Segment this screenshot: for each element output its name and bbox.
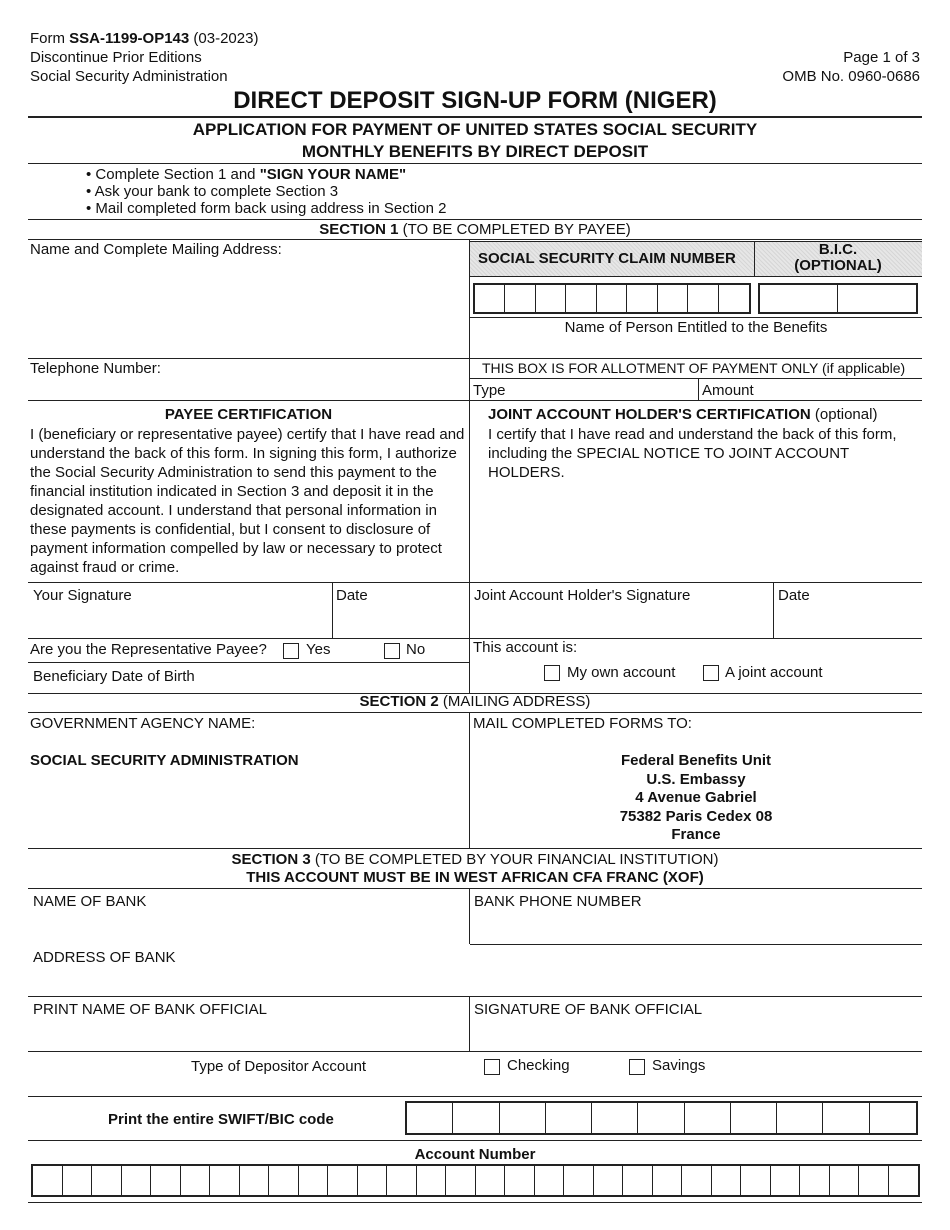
bank-address-field[interactable] — [30, 968, 919, 994]
address-line: Federal Benefits Unit — [620, 752, 772, 769]
agency-name: Social Security Administration — [30, 68, 228, 85]
account-digit-box[interactable] — [92, 1166, 122, 1195]
your-signature-field[interactable] — [30, 605, 330, 635]
account-digit-box[interactable] — [122, 1166, 152, 1195]
type-label: Type — [473, 382, 506, 399]
account-digit-box[interactable] — [240, 1166, 270, 1195]
gov-agency-label: GOVERNMENT AGENCY NAME: — [30, 715, 256, 732]
bank-phone-field[interactable] — [474, 912, 919, 942]
bic-box[interactable] — [760, 285, 838, 312]
account-digit-box[interactable] — [328, 1166, 358, 1195]
account-digit-box[interactable] — [505, 1166, 535, 1195]
bank-address-label: ADDRESS OF BANK — [33, 949, 176, 966]
swift-char-box[interactable] — [777, 1103, 823, 1133]
subtitle-line-2: MONTHLY BENEFITS BY DIRECT DEPOSIT — [301, 142, 649, 161]
account-number-boxes[interactable] — [31, 1164, 920, 1197]
joint-signature-field[interactable] — [474, 605, 769, 635]
page-title: DIRECT DEPOSIT SIGN-UP FORM (NIGER) — [233, 87, 717, 114]
ssn-digit-box[interactable] — [719, 285, 749, 312]
ssn-digit-box[interactable] — [475, 285, 505, 312]
official-name-label: PRINT NAME OF BANK OFFICIAL — [33, 1001, 267, 1018]
swift-char-box[interactable] — [592, 1103, 638, 1133]
own-account-label: My own account — [567, 664, 676, 681]
mail-to-label: MAIL COMPLETED FORMS TO: — [473, 715, 692, 732]
bic-header: B.I.C. (OPTIONAL) — [794, 241, 882, 274]
bic-boxes[interactable] — [758, 283, 918, 314]
section-3-heading: SECTION 3 (TO BE COMPLETED BY YOUR FINANCIAL INSTITUTION) — [231, 851, 719, 868]
swift-char-box[interactable] — [453, 1103, 499, 1133]
bank-phone-label: BANK PHONE NUMBER — [474, 893, 642, 910]
joint-cert-text: I certify that I have read and understand the back of this form, including the SPECIAL NOTICE TO JOINT ACCOUNT HOLDERS. — [488, 426, 897, 481]
account-number-label: Account Number — [414, 1146, 536, 1163]
account-digit-box[interactable] — [446, 1166, 476, 1195]
account-digit-box[interactable] — [181, 1166, 211, 1195]
account-digit-box[interactable] — [653, 1166, 683, 1195]
name-address-label: Name and Complete Mailing Address: — [30, 241, 282, 258]
swift-char-box[interactable] — [407, 1103, 453, 1133]
official-name-field[interactable] — [30, 1020, 466, 1048]
ssn-digit-box[interactable] — [627, 285, 657, 312]
account-digit-box[interactable] — [623, 1166, 653, 1195]
account-digit-box[interactable] — [859, 1166, 889, 1195]
account-digit-box[interactable] — [830, 1166, 860, 1195]
section-1-heading: SECTION 1 (TO BE COMPLETED BY PAYEE) — [319, 221, 631, 238]
yes-label: Yes — [306, 641, 331, 658]
account-digit-box[interactable] — [269, 1166, 299, 1195]
swift-char-box[interactable] — [638, 1103, 684, 1133]
address-line: U.S. Embassy — [646, 770, 746, 788]
account-digit-box[interactable] — [387, 1166, 417, 1195]
entitled-person-label: Name of Person Entitled to the Benefits — [564, 319, 828, 336]
savings-checkbox[interactable] — [629, 1059, 645, 1075]
form-number: Form SSA-1199-OP143 (03-2023) — [30, 30, 259, 47]
swift-char-box[interactable] — [685, 1103, 731, 1133]
ssn-digit-box[interactable] — [597, 285, 627, 312]
ssn-digit-box[interactable] — [688, 285, 718, 312]
bank-name-label: NAME OF BANK — [33, 893, 147, 910]
ssn-digit-box[interactable] — [658, 285, 688, 312]
bic-box[interactable] — [838, 285, 916, 312]
savings-label: Savings — [652, 1057, 706, 1074]
address-line: France — [671, 826, 721, 843]
ssn-digit-box[interactable] — [536, 285, 566, 312]
joint-account-label: A joint account — [725, 664, 823, 681]
account-digit-box[interactable] — [210, 1166, 240, 1195]
own-account-checkbox[interactable] — [544, 665, 560, 681]
account-digit-box[interactable] — [151, 1166, 181, 1195]
account-digit-box[interactable] — [535, 1166, 565, 1195]
instructions — [86, 166, 446, 217]
section-2-heading: SECTION 2 (MAILING ADDRESS) — [359, 693, 591, 710]
page-number: Page 1 of 3 — [843, 49, 920, 66]
amount-label: Amount — [702, 382, 754, 399]
payee-cert-title: PAYEE CERTIFICATION — [164, 406, 333, 423]
ssn-header: SOCIAL SECURITY CLAIM NUMBER — [478, 250, 736, 267]
address-line: 75382 Paris Cedex 08 — [619, 807, 773, 825]
gov-agency-value: SOCIAL SECURITY ADMINISTRATION — [30, 752, 299, 769]
account-digit-box[interactable] — [682, 1166, 712, 1195]
telephone-label: Telephone Number: — [30, 360, 161, 377]
account-digit-box[interactable] — [63, 1166, 93, 1195]
payee-date-label: Date — [336, 587, 368, 604]
checking-checkbox[interactable] — [484, 1059, 500, 1075]
account-digit-box[interactable] — [889, 1166, 919, 1195]
subtitle-line-1: APPLICATION FOR PAYMENT OF UNITED STATES SOCIAL SECURITY — [192, 120, 758, 139]
allotment-label: THIS BOX IS FOR ALLOTMENT OF PAYMENT ONLY (if applicable) — [482, 360, 906, 376]
rep-payee-no-checkbox[interactable] — [384, 643, 400, 659]
discontinue-note: Discontinue Prior Editions — [30, 49, 202, 66]
account-digit-box[interactable] — [417, 1166, 447, 1195]
omb-number: OMB No. 0960-0686 — [782, 68, 920, 85]
instruction-3: • Mail completed form back using address in Section 2 — [86, 200, 447, 217]
instruction-2: • Ask your bank to complete Section 3 — [86, 183, 339, 200]
joint-cert-title: JOINT ACCOUNT HOLDER'S CERTIFICATION (optional) — [488, 406, 878, 423]
account-digit-box[interactable] — [299, 1166, 329, 1195]
rep-payee-yes-checkbox[interactable] — [283, 643, 299, 659]
ssn-digit-box[interactable] — [566, 285, 596, 312]
swift-label: Print the entire SWIFT/BIC code — [108, 1111, 334, 1128]
address-line: 4 Avenue Gabriel — [635, 789, 757, 806]
official-signature-field[interactable] — [474, 1020, 919, 1048]
account-is-label: This account is: — [473, 639, 578, 656]
ssn-digit-box[interactable] — [505, 285, 535, 312]
instruction-1: • Complete Section 1 and "SIGN YOUR NAME" — [86, 166, 407, 183]
account-digit-box[interactable] — [712, 1166, 742, 1195]
dob-label: Beneficiary Date of Birth — [33, 668, 195, 685]
account-digit-box[interactable] — [594, 1166, 624, 1195]
account-digit-box[interactable] — [771, 1166, 801, 1195]
mailing-address — [470, 752, 922, 845]
swift-char-box[interactable] — [731, 1103, 777, 1133]
bank-name-field[interactable] — [30, 912, 466, 942]
joint-account-checkbox[interactable] — [703, 665, 719, 681]
account-digit-box[interactable] — [476, 1166, 506, 1195]
account-digit-box[interactable] — [33, 1166, 63, 1195]
account-digit-box[interactable] — [564, 1166, 594, 1195]
swift-char-box[interactable] — [546, 1103, 592, 1133]
account-digit-box[interactable] — [800, 1166, 830, 1195]
payee-cert-text: I (beneficiary or representative payee) certify that I have read and understand the back of this form. In signing this form, I authorize the Social Security Administration to send this payment to the financial institution indicated in Section 3 and deposit it in the designated account. I understand that personal information in these payments is confidential, but I consent to disclosure of payment information compelled by law or necessary to protect against fraud or crime. — [30, 426, 465, 576]
swift-char-box[interactable] — [870, 1103, 916, 1133]
currency-note: THIS ACCOUNT MUST BE IN WEST AFRICAN CFA FRANC (XOF) — [246, 869, 704, 886]
swift-char-box[interactable] — [500, 1103, 546, 1133]
ssn-boxes[interactable] — [473, 283, 751, 314]
checking-label: Checking — [507, 1057, 570, 1074]
joint-date-label: Date — [778, 587, 810, 604]
depositor-type-label: Type of Depositor Account — [191, 1058, 367, 1075]
no-label: No — [406, 641, 426, 658]
joint-signature-label: Joint Account Holder's Signature — [474, 587, 691, 604]
rep-payee-question: Are you the Representative Payee? — [30, 641, 267, 658]
swift-char-box[interactable] — [823, 1103, 869, 1133]
your-signature-label: Your Signature — [33, 587, 132, 604]
account-digit-box[interactable] — [741, 1166, 771, 1195]
name-address-field[interactable] — [30, 262, 466, 356]
account-digit-box[interactable] — [358, 1166, 388, 1195]
official-signature-label: SIGNATURE OF BANK OFFICIAL — [474, 1001, 703, 1018]
swift-boxes[interactable] — [405, 1101, 918, 1135]
